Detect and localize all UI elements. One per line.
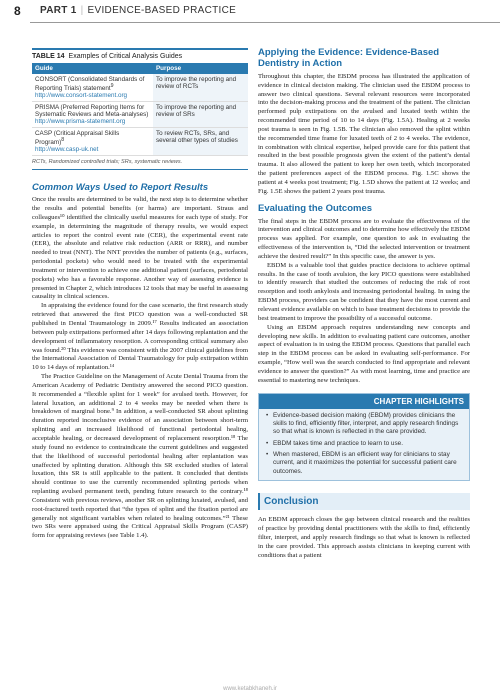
body-paragraph: EBDM is a valuable tool that guides practice decisions to achieve optimal results. In the case of tooth avulsion, the key PICO questions were established to identify research that studied the outcomes of reducing the risk of root resorption and tooth ankylosis and increasing periodontal healing. In using the EBDM process, providers can be confident that they have the most current and relevant evidence available on which to base treatment decisions to provide the best treatment to improve the possibility of a successful outcome.: [258, 261, 470, 322]
guide-url[interactable]: http://www.casp-uk.net: [35, 146, 99, 154]
chapter-highlights-box: [258, 393, 470, 481]
section-heading: Applying the Evidence: Evidence-Based Dentistry in Action: [258, 47, 440, 69]
table-row: [32, 102, 248, 128]
conclusion-heading-bar: [258, 493, 470, 511]
body-paragraph: Using an EBDM approach requires understanding new concepts and developing new skills. In addition to evaluating patient care outcomes, another aspect of evaluation is in using the EBDM process. Questions that parallel each step in the EBDM process can be asked in evaluating self-performance. For example, “How well was the search conducted to find appropriate and relevant evidence to answer the question?” As with most learning, time and practice are essential to mastering new techniques.: [258, 323, 470, 384]
highlight-item: • When mastered, EBDM is an efficient way for clinicians to stay current, and it maximizes the potential for successful patient care outcomes.: [273, 451, 463, 476]
running-head: PART 1 | EVIDENCE-BASED PRACTICE: [40, 5, 237, 16]
citation: 9: [110, 83, 114, 89]
analysis-guides-table: [32, 63, 248, 156]
table-row: [32, 128, 248, 156]
guide-purpose: To improve the reporting and review of SRs: [153, 102, 248, 128]
page-number: 8: [14, 4, 21, 18]
body-paragraph: Throughout this chapter, the EBDM process has illustrated the application of evidence in clinical decision making. The clinician used the EBDM process to answer two clinical questions. Several relevant resources were incorporated into the decision-making process and the treatment of the patient. The clinician performed pulp extirpations on the avulsed and luxated teeth within the recommended time period of 10 to 14 days (Fig. 1.5A). Healing at 2 weeks post trauma is seen in Fig. 1.5B. The clinician also removed the splint within the recommended time frame for luxated teeth of 2 to 4 weeks. The evidence, in combination with clinical expertise, helped provide care for this patient that resulted in the best possible prognosis given the extent of the patient’s dental trauma. It also allowed the patient to keep her own teeth, which incorporated the patient preferences aspect of the EBDM process. Fig. 1.5C shows the patient at 4 weeks post treatment; Fig. 1.5D shows the patient at 12 weeks; and Fig. 1.5E shows the patient 2 years post trauma.: [258, 72, 470, 195]
body-paragraph: An EBDM approach closes the gap between clinical research and the realities of practice by providing dental practitioners with the skills to find, efficiently filter, interpret, and apply research findings so that what is known is reflected in the care provided. This approach assists clinicians in keeping current with conditions that a patient: [258, 516, 470, 559]
guide-name: PRISMA (Preferred Reporting Items for Systematic Reviews and Meta-analyses): [35, 104, 149, 119]
citation: 8: [61, 137, 65, 144]
body-paragraph: In appraising the evidence found for the case scenario, the first research study retrieved that answered the first PICO question was a well-conducted SR published in Dental Traumatology in 2009.¹⁷ Results indicated an association between pulp extirpations performed after 14 days following replantation and the development of inflammatory resorption. A corresponding critical summary also was found.²⁰ This evidence was consistent with the 2007 clinical guidelines from the International Association of Dental Traumatology for pulp extirpation within 10 to 14 days of replantation.¹⁴: [32, 302, 248, 372]
guide-url[interactable]: http://www.prisma-statement.org: [35, 118, 126, 126]
body-paragraph: The final steps in the EBDM process are to evaluate the effectiveness of the intervention and clinical outcomes and to determine how effectively the EBDM process was applied. For example, one question to ask in evaluating the effectiveness of the intervention is, “Did the selected intervention or treatment achieve the desired result?” In this specific case, the answer is yes.: [258, 217, 470, 260]
section-heading: Common Ways Used to Report Results: [32, 182, 209, 194]
section-label: EVIDENCE-BASED PRACTICE: [87, 5, 237, 16]
table-footnote: RCTs, Randomized controlled trials; SRs, systematic reviews.: [32, 159, 248, 170]
highlight-item: • EBDM takes time and practice to learn to use.: [273, 440, 463, 448]
guide-purpose: To review RCTs, SRs, and several other types of studies: [153, 128, 248, 156]
page-header: [0, 0, 500, 22]
part-label: PART 1: [40, 5, 77, 16]
body-paragraph: Once the results are determined to be valid, the next step is to determine whether the results and potential benefits (or harms) are important. Straus and colleagues¹⁰ identified the clinically useful measures for each type of study. For example, in determining the magnitude of therapy results, we would expect articles to report the control event rate (CER), the experimental event rate (EER), the absolute and relative risk reduction (ARR or RRR), and number needed to treat (NNT). The NNT provides the number of patients (e.g., surfaces, periodontal pockets) who would need to be treated with the experimental treatment or intervention to achieve one additional patient (surfaces, periodontal pockets) who has a favorable response. Another way of assessing evidence is presented in Chapter 2, which introduces 12 tools that may be useful in assessing causality in clinical sciences.: [32, 196, 248, 301]
column-header-guide: Guide: [32, 63, 153, 74]
highlights-title: CHAPTER HIGHLIGHTS: [259, 394, 469, 409]
table-title: Examples of Critical Analysis Guides: [68, 53, 183, 60]
guide-url[interactable]: http://www.consort-statement.org: [35, 92, 128, 100]
body-paragraph: The Practice Guideline on the Management of Acute Dental Trauma from the American Academy of Pediatric Dentistry answered the second PICO question. It recommended a “flexible splint for 1 week” for avulsed teeth. However, for lateral luxation, an additional 2 to 4 weeks may be needed when there is breakdown of marginal bone.⁹ In addition, a well-conducted SR about splinting duration reported inconclusive evidence of an association between short-term splinting and an increased likelihood of functional periodontal healing, acceptable healing, or decreased development of replacement resorption.¹⁸ The study found no evidence to contraindicate the current guidelines and suggested that the likelihood of successful periodontal healing after replantation was unaffected by splinting duration. Although this SR excluded studies of lateral luxation, this SR is still applicable to the patient. It concluded that dentists should continue to use the currently recommended splinting periods when replanting avulsed permanent teeth, pending future research to the contrary.¹⁸ Consistent with previous reviews, another SR on splinting luxated, avulsed, and root-fractured teeth reported that “the types of splint and the fixation period are generally not significant variables when related to healing outcomes.”²¹ These two SRs were appraised using the Critical Appraisal Skills Program (CASP) form for appraising reviews (see Table 1.4).: [32, 373, 248, 540]
guide-name: CASP (Critical Appraisal Skills Program): [35, 130, 120, 147]
right-column: [258, 48, 470, 561]
highlight-item: • Evidence-based decision making (EBDM) provides clinicians the skills to find, efficiently filter, interpret, and apply research findings so that what is known is reflected in the care provided.: [273, 412, 463, 437]
guide-name: CONSORT (Consolidated Standards of Reporting Trials) statement: [35, 76, 145, 93]
column-header-purpose: Purpose: [153, 63, 248, 74]
table-label: TABLE 14: [32, 53, 65, 60]
guide-purpose: To improve the reporting and review of RCTs: [153, 74, 248, 102]
watermark: www.ketabkhaneh.ir: [223, 686, 277, 692]
table-row: [32, 74, 248, 102]
left-column: [32, 48, 248, 541]
section-heading: Conclusion: [264, 495, 319, 507]
section-heading: Evaluating the Outcomes: [258, 202, 373, 214]
table-caption: [32, 48, 248, 60]
